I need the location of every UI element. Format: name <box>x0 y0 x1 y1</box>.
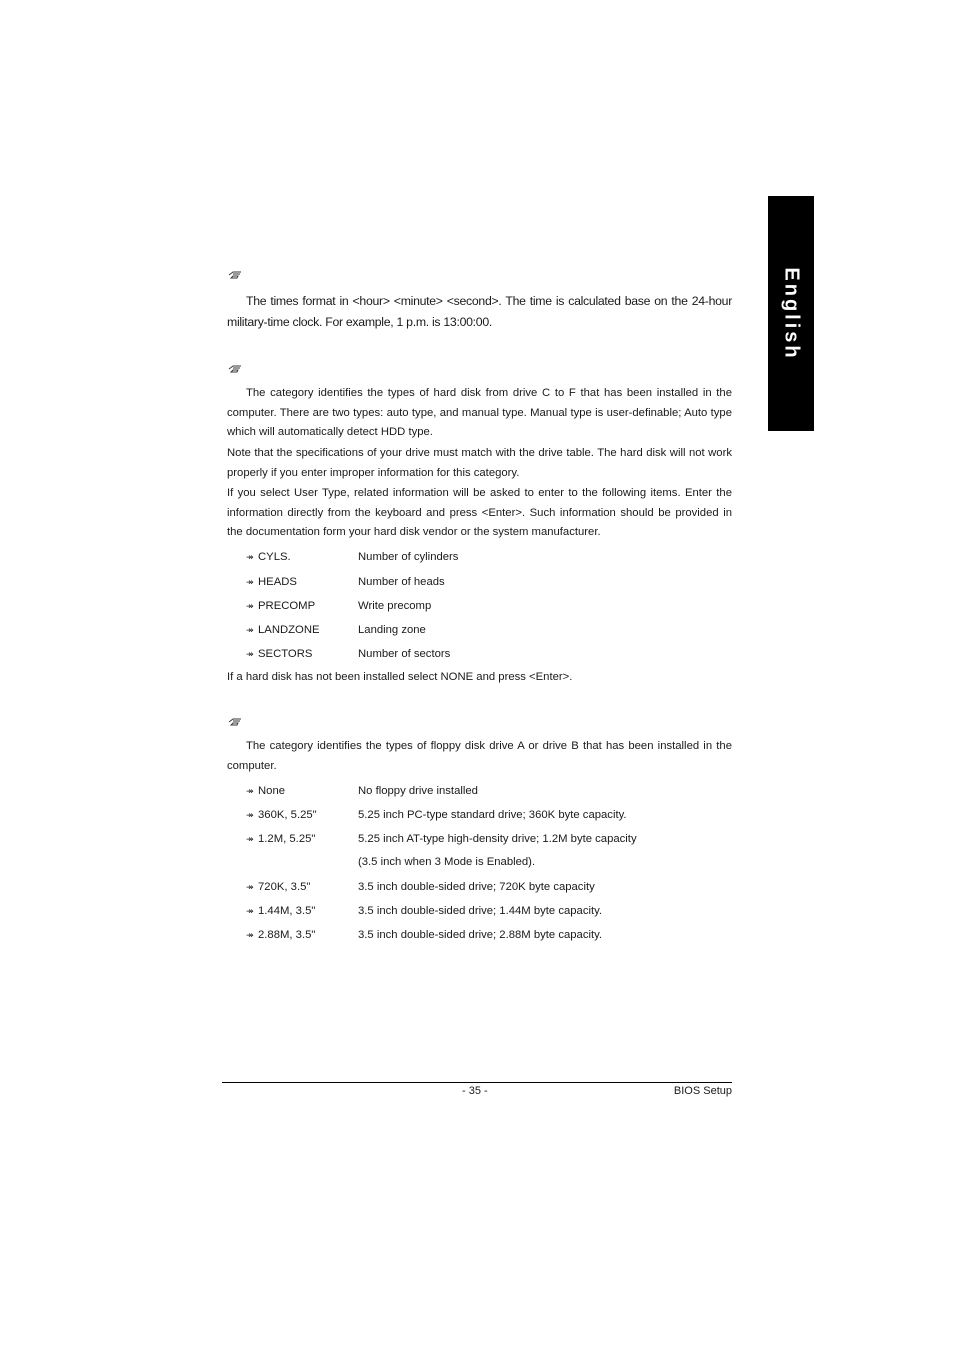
hdd-footer-note: If a hard disk has not been installed select NONE and press <Enter>. <box>227 671 573 683</box>
double-arrow-right-icon: ↠ <box>246 625 254 635</box>
double-arrow-right-icon: ↠ <box>246 601 254 611</box>
pointing-hand-icon <box>228 718 242 726</box>
double-arrow-right-icon: ↠ <box>246 649 254 659</box>
double-arrow-right-icon: ↠ <box>246 906 254 916</box>
pointing-hand-icon <box>228 365 242 373</box>
floppy-intro-paragraph: The category identifies the types of floppy disk drive A or drive B that has been installed in the computer. <box>227 740 732 772</box>
double-arrow-right-icon: ↠ <box>246 930 254 940</box>
footer-divider <box>222 1082 732 1083</box>
pointing-hand-icon <box>228 271 242 279</box>
double-arrow-right-icon: ↠ <box>246 577 254 587</box>
double-arrow-right-icon: ↠ <box>246 834 254 844</box>
language-tab <box>768 196 814 431</box>
language-tab-label: English <box>780 266 803 361</box>
double-arrow-right-icon: ↠ <box>246 810 254 820</box>
hdd-intro-paragraph: The category identifies the types of hard disk from drive C to F that has been installed in the computer. There are two types: auto type, and manual type. Manual type is user-definable; Auto type which will automatically detect HDD type. <box>227 387 732 439</box>
double-arrow-right-icon: ↠ <box>246 786 254 796</box>
hdd-user-type-paragraph: If you select User Type, related information will be asked to enter to the following items. Enter the information directly from the keyboard and press <Enter>. Such information should be provided in the documentation form your hard disk vendor or the system manufacturer. <box>227 487 732 539</box>
double-arrow-right-icon: ↠ <box>246 552 254 562</box>
double-arrow-right-icon: ↠ <box>246 882 254 892</box>
footer-title: BIOS Setup <box>673 1085 732 1097</box>
time-format-paragraph: The times format in <hour> <minute> <second>. The time is calculated base on the 24-hour military-time clock. For example, 1 p.m. is 13:00:00. <box>227 294 732 329</box>
page-number: - 35 - <box>462 1085 488 1097</box>
hdd-note-paragraph: Note that the specifications of your drive must match with the drive table. The hard disk will not work properly if you enter improper information for this category. <box>227 447 732 479</box>
